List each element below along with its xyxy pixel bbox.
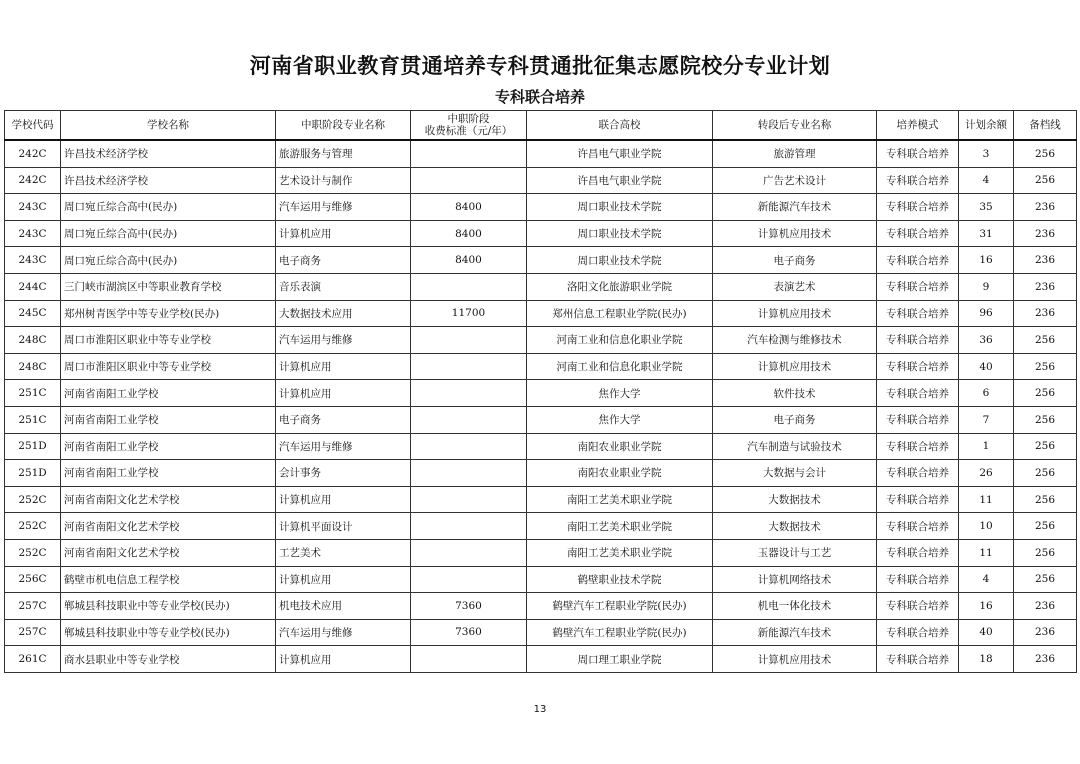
cell-school-code: 248C <box>5 327 61 354</box>
cell-mode: 专科联合培养 <box>877 247 959 274</box>
cell-remaining: 96 <box>959 300 1014 327</box>
cell-transfer-major: 大数据与会计 <box>713 460 877 487</box>
cell-mode: 专科联合培养 <box>877 593 959 620</box>
table-row <box>5 460 1077 487</box>
cell-fee <box>411 167 527 194</box>
cell-mode: 专科联合培养 <box>877 513 959 540</box>
cell-school-code: 251C <box>5 406 61 433</box>
cell-partner-college: 鹤壁职业技术学院 <box>527 566 713 593</box>
cell-cutoff: 256 <box>1014 167 1077 194</box>
cell-fee <box>411 273 527 300</box>
cell-secondary-major: 计算机应用 <box>276 486 411 513</box>
cell-remaining: 26 <box>959 460 1014 487</box>
table-row <box>5 194 1077 221</box>
cell-secondary-major: 计算机平面设计 <box>276 513 411 540</box>
cell-school-name: 商水县职业中等专业学校 <box>61 646 276 673</box>
cell-partner-college: 南阳农业职业学院 <box>527 460 713 487</box>
cell-partner-college: 河南工业和信息化职业学院 <box>527 327 713 354</box>
cell-school-code: 242C <box>5 167 61 194</box>
cell-transfer-major: 计算机应用技术 <box>713 353 877 380</box>
cell-secondary-major: 旅游服务与管理 <box>276 140 411 167</box>
cell-school-code: 257C <box>5 593 61 620</box>
cell-mode: 专科联合培养 <box>877 327 959 354</box>
cell-transfer-major: 汽车制造与试验技术 <box>713 433 877 460</box>
cell-partner-college: 洛阳文化旅游职业学院 <box>527 273 713 300</box>
cell-school-code: 243C <box>5 247 61 274</box>
cell-secondary-major: 机电技术应用 <box>276 593 411 620</box>
cell-remaining: 18 <box>959 646 1014 673</box>
cell-fee <box>411 140 527 167</box>
header-partner-college: 联合高校 <box>527 111 713 141</box>
cell-fee <box>411 380 527 407</box>
cell-remaining: 11 <box>959 486 1014 513</box>
cell-cutoff: 236 <box>1014 593 1077 620</box>
cell-cutoff: 256 <box>1014 486 1077 513</box>
cell-secondary-major: 计算机应用 <box>276 220 411 247</box>
cell-partner-college: 周口职业技术学院 <box>527 194 713 221</box>
cell-transfer-major: 新能源汽车技术 <box>713 619 877 646</box>
cell-transfer-major: 计算机网络技术 <box>713 566 877 593</box>
cell-fee <box>411 327 527 354</box>
cell-school-code: 251C <box>5 380 61 407</box>
cell-cutoff: 256 <box>1014 539 1077 566</box>
cell-transfer-major: 大数据技术 <box>713 513 877 540</box>
cell-cutoff: 256 <box>1014 460 1077 487</box>
cell-transfer-major: 新能源汽车技术 <box>713 194 877 221</box>
cell-partner-college: 南阳工艺美术职业学院 <box>527 513 713 540</box>
table-row <box>5 566 1077 593</box>
table-row <box>5 646 1077 673</box>
cell-remaining: 40 <box>959 353 1014 380</box>
cell-remaining: 16 <box>959 247 1014 274</box>
page-subtitle: 专科联合培养 <box>494 88 585 106</box>
cell-fee <box>411 646 527 673</box>
table-row <box>5 247 1077 274</box>
header-fee-line2: 收费标准（元/年） <box>424 125 513 137</box>
cell-partner-college: 郑州信息工程职业学院(民办) <box>527 300 713 327</box>
cell-mode: 专科联合培养 <box>877 619 959 646</box>
cell-school-code: 261C <box>5 646 61 673</box>
cell-cutoff: 256 <box>1014 513 1077 540</box>
cell-secondary-major: 汽车运用与维修 <box>276 327 411 354</box>
cell-mode: 专科联合培养 <box>877 273 959 300</box>
cell-school-code: 257C <box>5 619 61 646</box>
cell-mode: 专科联合培养 <box>877 486 959 513</box>
cell-school-code: 251D <box>5 433 61 460</box>
cell-fee: 11700 <box>411 300 527 327</box>
cell-fee <box>411 486 527 513</box>
cell-transfer-major: 软件技术 <box>713 380 877 407</box>
cell-school-name: 郑州树青医学中等专业学校(民办) <box>61 300 276 327</box>
table-row <box>5 273 1077 300</box>
cell-cutoff: 256 <box>1014 353 1077 380</box>
table-row <box>5 406 1077 433</box>
cell-secondary-major: 艺术设计与制作 <box>276 167 411 194</box>
cell-cutoff: 236 <box>1014 194 1077 221</box>
cell-school-code: 256C <box>5 566 61 593</box>
cell-cutoff: 256 <box>1014 433 1077 460</box>
cell-mode: 专科联合培养 <box>877 300 959 327</box>
cell-mode: 专科联合培养 <box>877 167 959 194</box>
table-row <box>5 327 1077 354</box>
cell-cutoff: 256 <box>1014 140 1077 167</box>
cell-mode: 专科联合培养 <box>877 140 959 167</box>
cell-school-name: 周口市淮阳区职业中等专业学校 <box>61 353 276 380</box>
cell-school-code: 252C <box>5 513 61 540</box>
cell-partner-college: 许昌电气职业学院 <box>527 167 713 194</box>
cell-secondary-major: 汽车运用与维修 <box>276 194 411 221</box>
cell-secondary-major: 计算机应用 <box>276 380 411 407</box>
cell-cutoff: 236 <box>1014 619 1077 646</box>
cell-cutoff: 256 <box>1014 327 1077 354</box>
cell-transfer-major: 计算机应用技术 <box>713 646 877 673</box>
header-school-name: 学校名称 <box>61 111 276 141</box>
table-row <box>5 220 1077 247</box>
cell-secondary-major: 音乐表演 <box>276 273 411 300</box>
cell-partner-college: 南阳农业职业学院 <box>527 433 713 460</box>
cell-transfer-major: 计算机应用技术 <box>713 220 877 247</box>
cell-school-code: 244C <box>5 273 61 300</box>
cell-school-code: 242C <box>5 140 61 167</box>
table-row <box>5 380 1077 407</box>
table-row <box>5 593 1077 620</box>
cell-mode: 专科联合培养 <box>877 566 959 593</box>
cell-school-code: 245C <box>5 300 61 327</box>
cell-partner-college: 河南工业和信息化职业学院 <box>527 353 713 380</box>
cell-mode: 专科联合培养 <box>877 646 959 673</box>
cell-school-code: 252C <box>5 539 61 566</box>
cell-fee <box>411 513 527 540</box>
cell-cutoff: 236 <box>1014 300 1077 327</box>
cell-school-name: 河南省南阳文化艺术学校 <box>61 486 276 513</box>
table-row <box>5 433 1077 460</box>
cell-partner-college: 焦作大学 <box>527 380 713 407</box>
header-remaining: 计划余额 <box>959 111 1014 141</box>
cell-school-name: 郸城县科技职业中等专业学校(民办) <box>61 593 276 620</box>
table-body <box>5 140 1077 672</box>
cell-mode: 专科联合培养 <box>877 220 959 247</box>
cell-remaining: 36 <box>959 327 1014 354</box>
cell-transfer-major: 汽车检测与维修技术 <box>713 327 877 354</box>
cell-school-name: 周口宛丘综合高中(民办) <box>61 247 276 274</box>
cell-transfer-major: 玉器设计与工艺 <box>713 539 877 566</box>
table-header-row <box>5 111 1077 141</box>
cell-school-name: 周口市淮阳区职业中等专业学校 <box>61 327 276 354</box>
cell-secondary-major: 工艺美术 <box>276 539 411 566</box>
cell-secondary-major: 大数据技术应用 <box>276 300 411 327</box>
cell-mode: 专科联合培养 <box>877 433 959 460</box>
cell-cutoff: 256 <box>1014 380 1077 407</box>
cell-transfer-major: 电子商务 <box>713 247 877 274</box>
cell-cutoff: 256 <box>1014 406 1077 433</box>
table-row <box>5 486 1077 513</box>
cell-school-name: 河南省南阳工业学校 <box>61 380 276 407</box>
cell-partner-college: 南阳工艺美术职业学院 <box>527 486 713 513</box>
cell-remaining: 4 <box>959 566 1014 593</box>
cell-remaining: 4 <box>959 167 1014 194</box>
page-title: 河南省职业教育贯通培养专科贯通批征集志愿院校分专业计划 <box>249 54 831 78</box>
cell-fee: 8400 <box>411 220 527 247</box>
cell-cutoff: 236 <box>1014 220 1077 247</box>
cell-transfer-major: 大数据技术 <box>713 486 877 513</box>
cell-school-name: 鹤壁市机电信息工程学校 <box>61 566 276 593</box>
cell-fee: 8400 <box>411 247 527 274</box>
cell-secondary-major: 计算机应用 <box>276 566 411 593</box>
cell-fee: 7360 <box>411 619 527 646</box>
cell-transfer-major: 电子商务 <box>713 406 877 433</box>
cell-cutoff: 236 <box>1014 247 1077 274</box>
cell-cutoff: 236 <box>1014 273 1077 300</box>
cell-school-code: 251D <box>5 460 61 487</box>
cell-mode: 专科联合培养 <box>877 194 959 221</box>
cell-secondary-major: 电子商务 <box>276 406 411 433</box>
plan-table <box>4 110 1077 673</box>
cell-partner-college: 焦作大学 <box>527 406 713 433</box>
header-secondary-major: 中职阶段专业名称 <box>276 111 411 141</box>
header-fee <box>411 111 527 141</box>
cell-remaining: 7 <box>959 406 1014 433</box>
cell-secondary-major: 计算机应用 <box>276 646 411 673</box>
cell-secondary-major: 汽车运用与维修 <box>276 433 411 460</box>
cell-school-name: 河南省南阳工业学校 <box>61 460 276 487</box>
cell-fee: 7360 <box>411 593 527 620</box>
cell-remaining: 31 <box>959 220 1014 247</box>
table-row <box>5 140 1077 167</box>
cell-remaining: 35 <box>959 194 1014 221</box>
cell-partner-college: 鹤壁汽车工程职业学院(民办) <box>527 619 713 646</box>
page-number: 13 <box>533 704 547 715</box>
cell-fee <box>411 539 527 566</box>
cell-mode: 专科联合培养 <box>877 353 959 380</box>
cell-transfer-major: 广告艺术设计 <box>713 167 877 194</box>
cell-partner-college: 鹤壁汽车工程职业学院(民办) <box>527 593 713 620</box>
cell-partner-college: 许昌电气职业学院 <box>527 140 713 167</box>
header-mode: 培养模式 <box>877 111 959 141</box>
cell-fee <box>411 566 527 593</box>
cell-school-name: 三门峡市湖滨区中等职业教育学校 <box>61 273 276 300</box>
cell-partner-college: 周口职业技术学院 <box>527 220 713 247</box>
header-school-code: 学校代码 <box>5 111 61 141</box>
cell-transfer-major: 表演艺术 <box>713 273 877 300</box>
cell-secondary-major: 汽车运用与维修 <box>276 619 411 646</box>
cell-remaining: 6 <box>959 380 1014 407</box>
cell-partner-college: 周口理工职业学院 <box>527 646 713 673</box>
cell-school-name: 河南省南阳工业学校 <box>61 406 276 433</box>
cell-mode: 专科联合培养 <box>877 380 959 407</box>
table-row <box>5 539 1077 566</box>
cell-school-name: 周口宛丘综合高中(民办) <box>61 220 276 247</box>
cell-school-name: 许昌技术经济学校 <box>61 140 276 167</box>
cell-school-code: 252C <box>5 486 61 513</box>
cell-secondary-major: 电子商务 <box>276 247 411 274</box>
table-row <box>5 619 1077 646</box>
cell-school-code: 243C <box>5 220 61 247</box>
cell-partner-college: 南阳工艺美术职业学院 <box>527 539 713 566</box>
cell-secondary-major: 会计事务 <box>276 460 411 487</box>
header-fee-line1: 中职阶段 <box>447 113 490 125</box>
cell-school-name: 郸城县科技职业中等专业学校(民办) <box>61 619 276 646</box>
cell-school-name: 河南省南阳文化艺术学校 <box>61 513 276 540</box>
cell-fee: 8400 <box>411 194 527 221</box>
cell-remaining: 9 <box>959 273 1014 300</box>
cell-remaining: 11 <box>959 539 1014 566</box>
cell-school-code: 243C <box>5 194 61 221</box>
cell-partner-college: 周口职业技术学院 <box>527 247 713 274</box>
cell-fee <box>411 460 527 487</box>
table-row <box>5 513 1077 540</box>
cell-mode: 专科联合培养 <box>877 406 959 433</box>
table-row <box>5 300 1077 327</box>
table-row <box>5 353 1077 380</box>
cell-fee <box>411 406 527 433</box>
cell-transfer-major: 旅游管理 <box>713 140 877 167</box>
cell-transfer-major: 机电一体化技术 <box>713 593 877 620</box>
cell-remaining: 1 <box>959 433 1014 460</box>
cell-school-name: 河南省南阳工业学校 <box>61 433 276 460</box>
cell-mode: 专科联合培养 <box>877 460 959 487</box>
cell-cutoff: 236 <box>1014 646 1077 673</box>
cell-remaining: 40 <box>959 619 1014 646</box>
cell-school-name: 河南省南阳文化艺术学校 <box>61 539 276 566</box>
table-row <box>5 167 1077 194</box>
cell-remaining: 16 <box>959 593 1014 620</box>
cell-school-name: 许昌技术经济学校 <box>61 167 276 194</box>
cell-school-name: 周口宛丘综合高中(民办) <box>61 194 276 221</box>
header-transfer-major: 转段后专业名称 <box>713 111 877 141</box>
header-cutoff: 备档线 <box>1014 111 1077 141</box>
cell-mode: 专科联合培养 <box>877 539 959 566</box>
cell-secondary-major: 计算机应用 <box>276 353 411 380</box>
cell-remaining: 10 <box>959 513 1014 540</box>
cell-remaining: 3 <box>959 140 1014 167</box>
cell-transfer-major: 计算机应用技术 <box>713 300 877 327</box>
cell-school-code: 248C <box>5 353 61 380</box>
cell-fee <box>411 433 527 460</box>
cell-cutoff: 256 <box>1014 566 1077 593</box>
cell-fee <box>411 353 527 380</box>
